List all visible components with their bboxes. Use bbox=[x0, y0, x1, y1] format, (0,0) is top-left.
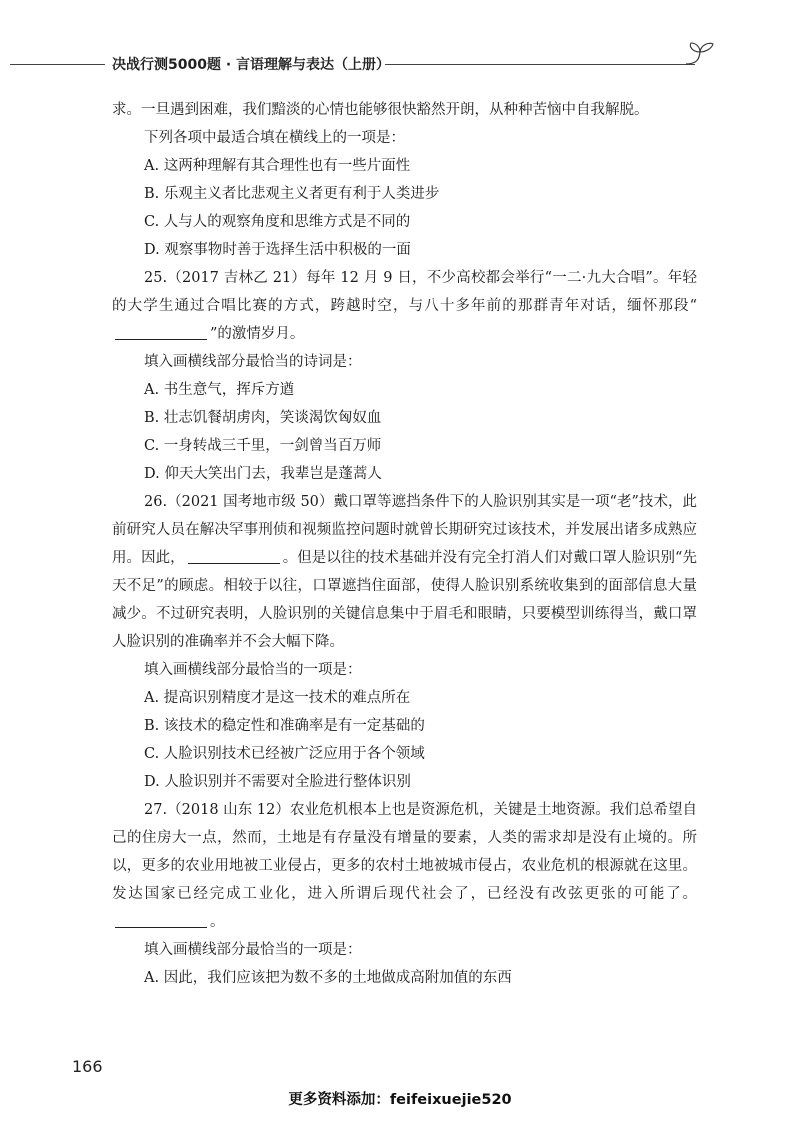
q27-stem-after: 。 bbox=[210, 914, 225, 930]
q25-option-a: A. 书生意气，挥斥方遒 bbox=[144, 382, 295, 398]
q26-blank bbox=[188, 547, 280, 564]
q25-blank bbox=[115, 323, 207, 340]
q25-option-b: B. 壮志饥餐胡虏肉，笑谈渴饮匈奴血 bbox=[144, 410, 382, 426]
header-rule-right bbox=[385, 64, 695, 65]
q25-option-c: C. 一身转战三千里，一剑曾当百万师 bbox=[144, 438, 382, 454]
q25-stem-after: ”的激情岁月。 bbox=[210, 326, 305, 342]
running-header bbox=[0, 52, 800, 76]
q27-option-a: A. 因此，我们应该把为数不多的土地做成高附加值的东西 bbox=[144, 970, 512, 986]
q25-prompt: 填入画横线部分最恰当的诗词是： bbox=[144, 354, 362, 370]
q26-option-b: B. 该技术的稳定性和准确率是有一定基础的 bbox=[144, 718, 425, 734]
footer-note: 更多资料添加：feifeixuejie520 bbox=[288, 1092, 512, 1108]
q26-prompt: 填入画横线部分最恰当的一项是： bbox=[144, 662, 362, 678]
page-number: 166 bbox=[72, 1057, 103, 1076]
q24-option-d: D. 观察事物时善于选择生活中积极的一面 bbox=[144, 242, 411, 258]
q24-stem-tail: 求。一旦遇到困难，我们黯淡的心情也能够很快豁然开朗，从种种苦恼中自我解脱。 bbox=[112, 102, 649, 118]
q27-prompt: 填入画横线部分最恰当的一项是： bbox=[144, 942, 362, 958]
header-rule-left bbox=[10, 64, 105, 65]
q26-stem-after: 。但是以往的技术基础并没有完全打消人们对戴口罩人脸识别“先天不足”的顾虑。相较于以往，口罩遮挡住面部，使得人脸识别系统收集到的面部信息大量减少。不过研究表明，人脸识别的关键信息集中于眉毛和眼睛，只要模型训练得当，戴口罩人脸识别的准确率并不会大幅下降。 bbox=[112, 550, 698, 650]
q25-stem bbox=[112, 264, 697, 348]
q26-stem bbox=[112, 488, 697, 656]
q26-stem-before: 26.（2021 国考地市级 50）戴口罩等遮挡条件下的人脸识别其实是一项“老”技术，此前研究人员在解决罕事刑侦和视频监控问题时就曾长期研究过该技术，并发展出诸多成熟应用。因此， bbox=[112, 494, 697, 566]
sprout-icon bbox=[682, 42, 716, 68]
q25-stem-before: 25.（2017 吉林乙 21）每年 12 月 9 日，不少高校都会举行“一二·九大合唱”。年轻的大学生通过合唱比赛的方式，跨越时空，与八十多年前的那群青年对话，缅怀那段“ bbox=[112, 270, 697, 314]
q27-stem bbox=[112, 796, 697, 936]
q24-option-c: C. 人与人的观察角度和思维方式是不同的 bbox=[144, 214, 411, 230]
q27-stem-before: 27.（2018 山东 12）农业危机根本上也是资源危机，关键是土地资源。我们总希望自己的住房大一点，然而，土地是有存量没有增量的要素，人类的需求却是没有止境的。所以，更多的农业用地被工业侵占，更多的农村土地被城市侵占，农业危机的根源就在这里。发达国家已经完成工业化，进入所谓后现代社会了，已经没有改弦更张的可能了。 bbox=[112, 802, 697, 902]
q24-option-a: A. 这两种理解有其合理性也有一些片面性 bbox=[144, 158, 411, 174]
q24-prompt: 下列各项中最适合填在横线上的一项是： bbox=[144, 130, 405, 146]
q24-option-b: B. 乐观主义者比悲观主义者更有利于人类进步 bbox=[144, 186, 440, 202]
q25-option-d: D. 仰天大笑出门去，我辈岂是蓬蒿人 bbox=[144, 466, 382, 482]
book-title: 决战行测5000题 · 言语理解与表达（上册） bbox=[112, 57, 391, 73]
q26-option-d: D. 人脸识别并不需要对全脸进行整体识别 bbox=[144, 774, 411, 790]
page-body bbox=[112, 96, 697, 992]
q26-option-c: C. 人脸识别技术已经被广泛应用于各个领域 bbox=[144, 746, 425, 762]
q26-option-a: A. 提高识别精度才是这一技术的难点所在 bbox=[144, 690, 411, 706]
q27-blank bbox=[115, 911, 207, 928]
